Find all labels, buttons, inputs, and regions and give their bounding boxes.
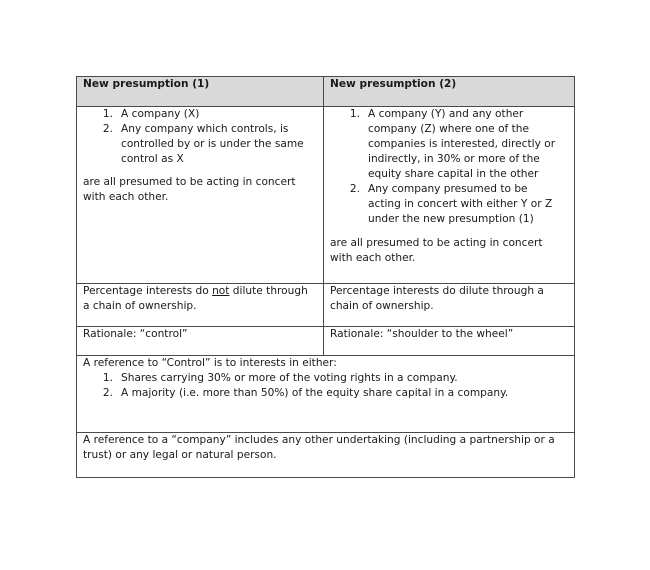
- list-item: [83, 122, 317, 167]
- list-item-number: 2.: [102, 387, 113, 399]
- list-item: [83, 371, 568, 386]
- control-intro: A reference to “Control” is to interests in either:: [83, 357, 337, 369]
- list-item-text: A company (Y) and any other company (Z) where one of the companies is interested, directly or indirectly, in 30% or more of the equity share capital in the other: [368, 108, 556, 180]
- rationale-row: [77, 327, 575, 356]
- list-item-text: A majority (i.e. more than 50%) of the equity share capital in a company.: [121, 387, 509, 399]
- presumption-2-closing: are all presumed to be acting in concert with each other.: [330, 237, 543, 264]
- list-item-number: 2.: [349, 183, 360, 195]
- definition-row: [77, 107, 575, 284]
- list-item-number: 1.: [102, 108, 113, 120]
- header-row: [77, 77, 575, 107]
- control-list: [83, 371, 568, 401]
- list-item-text: Any company presumed to be acting in concert with either Y or Z under the new presumption (1): [368, 183, 553, 225]
- presumption-2-list: [330, 107, 568, 227]
- control-definition-cell: [77, 356, 575, 433]
- list-item: [83, 386, 568, 401]
- list-item-text: Shares carrying 30% or more of the voting rights in a company.: [121, 372, 458, 384]
- list-item: [83, 107, 317, 122]
- list-item: [330, 107, 568, 182]
- presumption-1-cell: [77, 107, 324, 284]
- dilution-col1: [77, 284, 324, 327]
- dilution-emphasis: not: [212, 285, 230, 297]
- list-item-number: 2.: [102, 123, 113, 135]
- list-item-number: 1.: [102, 372, 113, 384]
- presumption-2-cell: [324, 107, 575, 284]
- company-definition-row: [77, 433, 575, 478]
- dilution-text-start: Percentage interests do: [83, 285, 213, 297]
- dilution-row: [77, 284, 575, 327]
- company-definition-cell: A reference to a “company” includes any other undertaking (including a partnership or a trust) or any legal or natural person.: [77, 433, 575, 478]
- list-item-text: A company (X): [121, 108, 200, 120]
- list-item: [330, 182, 568, 227]
- header-presumption-2: New presumption (2): [324, 77, 575, 107]
- dilution-text-end: dilute through a chain of ownership.: [83, 285, 308, 312]
- presumption-1-list: [83, 107, 317, 167]
- control-definition-row: [77, 356, 575, 433]
- header-presumption-1: New presumption (1): [77, 77, 324, 107]
- list-item-text: Any company which controls, is controlled by or is under the same control as X: [121, 123, 304, 165]
- presumptions-table: [76, 76, 575, 478]
- list-item-number: 1.: [349, 108, 360, 120]
- rationale-col1: Rationale: “control”: [77, 327, 324, 356]
- dilution-col2: Percentage interests do dilute through a chain of ownership.: [324, 284, 575, 327]
- rationale-col2: Rationale: “shoulder to the wheel”: [324, 327, 575, 356]
- presumption-1-closing: are all presumed to be acting in concert with each other.: [83, 176, 296, 203]
